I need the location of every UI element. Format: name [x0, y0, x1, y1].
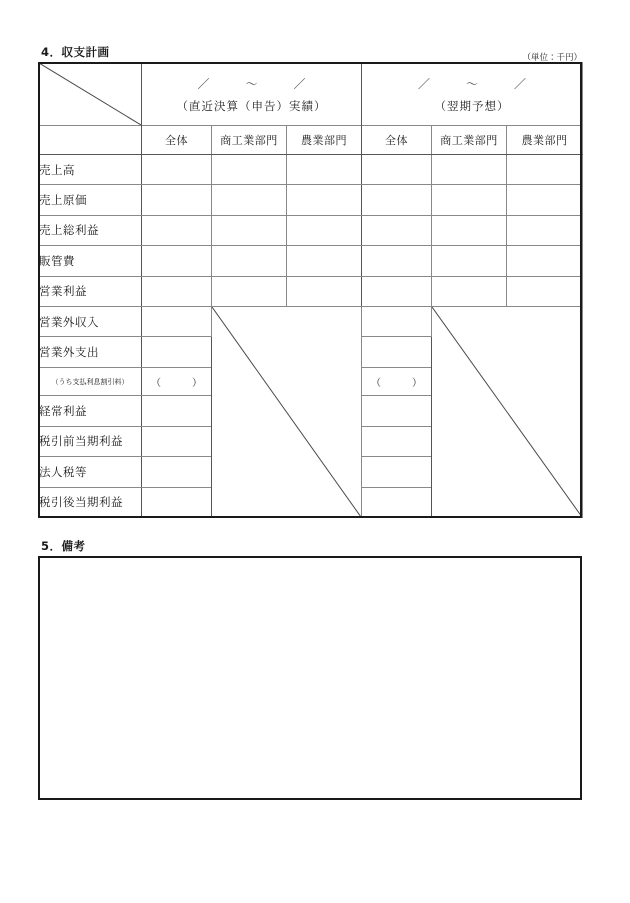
table-row	[39, 246, 583, 276]
cell-gross-profit-agriculture-previous[interactable]	[287, 215, 362, 245]
cell-cost-of-sales-commerce-next[interactable]	[432, 185, 507, 215]
column-header-commerce-previous: 商工業部門	[212, 126, 287, 155]
cell-corporate-tax-total-next[interactable]	[362, 457, 432, 487]
period-name-previous: （直近決算（申告）実績）	[176, 100, 327, 113]
table-corner-cell	[39, 63, 142, 126]
cell-sga-expenses-total-next[interactable]	[362, 246, 432, 276]
cell-sga-expenses-commerce-next[interactable]	[432, 246, 507, 276]
column-header-row	[39, 126, 583, 155]
period-header-previous	[142, 63, 362, 126]
section-5-heading: 5．備考	[41, 539, 86, 553]
cell-sales-total-previous[interactable]	[142, 155, 212, 185]
section-4-heading: 4．収支計画	[41, 45, 110, 59]
cell-operating-profit-total-previous[interactable]	[142, 276, 212, 306]
paren-close: ）	[412, 378, 423, 390]
cell-sga-expenses-commerce-previous[interactable]	[212, 246, 287, 276]
period-header-next	[362, 63, 583, 126]
cell-aftertax-profit-total-previous[interactable]	[142, 487, 212, 517]
cell-non-operating-expenses-total-previous[interactable]	[142, 337, 212, 367]
cell-pretax-profit-total-next[interactable]	[362, 426, 432, 456]
cell-gross-profit-commerce-next[interactable]	[432, 215, 507, 245]
row-label-cost-of-sales: 売上原価	[39, 185, 142, 215]
table-row	[39, 306, 583, 336]
cell-non-operating-income-total-next[interactable]	[362, 306, 432, 336]
cell-operating-profit-commerce-previous[interactable]	[212, 276, 287, 306]
row-label-corporate-tax: 法人税等	[39, 457, 142, 487]
row-label-gross-profit: 売上総利益	[39, 215, 142, 245]
struck-block-segments-previous	[212, 306, 362, 517]
row-label-operating-profit: 営業利益	[39, 276, 142, 306]
strikethrough-diagonal-next-icon	[432, 307, 582, 517]
column-header-commerce-next: 商工業部門	[432, 126, 507, 155]
table-row	[39, 215, 583, 245]
cell-non-operating-income-total-previous[interactable]	[142, 306, 212, 336]
cell-ordinary-profit-total-previous[interactable]	[142, 396, 212, 426]
period-dates-previous: ／ ～ ／	[197, 76, 318, 91]
cell-sales-agriculture-previous[interactable]	[287, 155, 362, 185]
cell-sga-expenses-agriculture-next[interactable]	[507, 246, 583, 276]
cell-ordinary-profit-total-next[interactable]	[362, 396, 432, 426]
cell-sales-commerce-next[interactable]	[432, 155, 507, 185]
remarks-input-box[interactable]	[38, 556, 582, 800]
row-label-aftertax-profit: 税引後当期利益	[39, 487, 142, 517]
column-header-blank	[39, 126, 142, 155]
cell-operating-profit-commerce-next[interactable]	[432, 276, 507, 306]
unit-note: （単位：千円）	[522, 52, 582, 62]
period-dates-next: ／ ～ ／	[418, 76, 539, 91]
cell-cost-of-sales-total-previous[interactable]	[142, 185, 212, 215]
table-row	[39, 276, 583, 306]
column-header-agriculture-previous: 農業部門	[287, 126, 362, 155]
cell-corporate-tax-total-previous[interactable]	[142, 457, 212, 487]
cell-cost-of-sales-agriculture-previous[interactable]	[287, 185, 362, 215]
corner-diagonal-icon	[39, 63, 141, 125]
row-label-non-operating-income: 営業外収入	[39, 306, 142, 336]
cell-sales-total-next[interactable]	[362, 155, 432, 185]
cell-gross-profit-commerce-previous[interactable]	[212, 215, 287, 245]
row-label-sales: 売上高	[39, 155, 142, 185]
paren-open: （	[371, 378, 382, 390]
table-row	[39, 155, 583, 185]
cell-interest-paid-total-previous[interactable]	[142, 367, 212, 396]
cell-operating-profit-total-next[interactable]	[362, 276, 432, 306]
income-plan-table	[38, 62, 582, 518]
cell-gross-profit-total-next[interactable]	[362, 215, 432, 245]
row-label-non-operating-expenses: 営業外支出	[39, 337, 142, 367]
cell-gross-profit-total-previous[interactable]	[142, 215, 212, 245]
cell-sales-agriculture-next[interactable]	[507, 155, 583, 185]
cell-operating-profit-agriculture-next[interactable]	[507, 276, 583, 306]
cell-sga-expenses-agriculture-previous[interactable]	[287, 246, 362, 276]
cell-sga-expenses-total-previous[interactable]	[142, 246, 212, 276]
struck-block-segments-next	[432, 306, 583, 517]
cell-sales-commerce-previous[interactable]	[212, 155, 287, 185]
row-label-pretax-profit: 税引前当期利益	[39, 426, 142, 456]
period-header-row	[39, 63, 583, 126]
paren-open: （	[151, 378, 161, 390]
cell-operating-profit-agriculture-previous[interactable]	[287, 276, 362, 306]
strikethrough-diagonal-previous-icon	[212, 307, 361, 517]
cell-cost-of-sales-agriculture-next[interactable]	[507, 185, 583, 215]
column-header-total-previous: 全体	[142, 126, 212, 155]
row-label-ordinary-profit: 経常利益	[39, 396, 142, 426]
row-label-sga-expenses: 販管費	[39, 246, 142, 276]
paren-close: ）	[192, 378, 202, 390]
cell-aftertax-profit-total-next[interactable]	[362, 487, 432, 517]
cell-cost-of-sales-commerce-previous[interactable]	[212, 185, 287, 215]
cell-interest-paid-total-next[interactable]	[362, 367, 432, 396]
row-label-interest-paid-note: （うち支払利息割引料）	[39, 367, 142, 396]
cell-non-operating-expenses-total-next[interactable]	[362, 337, 432, 367]
cell-cost-of-sales-total-next[interactable]	[362, 185, 432, 215]
column-header-total-next: 全体	[362, 126, 432, 155]
cell-gross-profit-agriculture-next[interactable]	[507, 215, 583, 245]
period-name-next: （翌期予想）	[434, 100, 510, 113]
table-row	[39, 185, 583, 215]
cell-pretax-profit-total-previous[interactable]	[142, 426, 212, 456]
column-header-agriculture-next: 農業部門	[507, 126, 583, 155]
